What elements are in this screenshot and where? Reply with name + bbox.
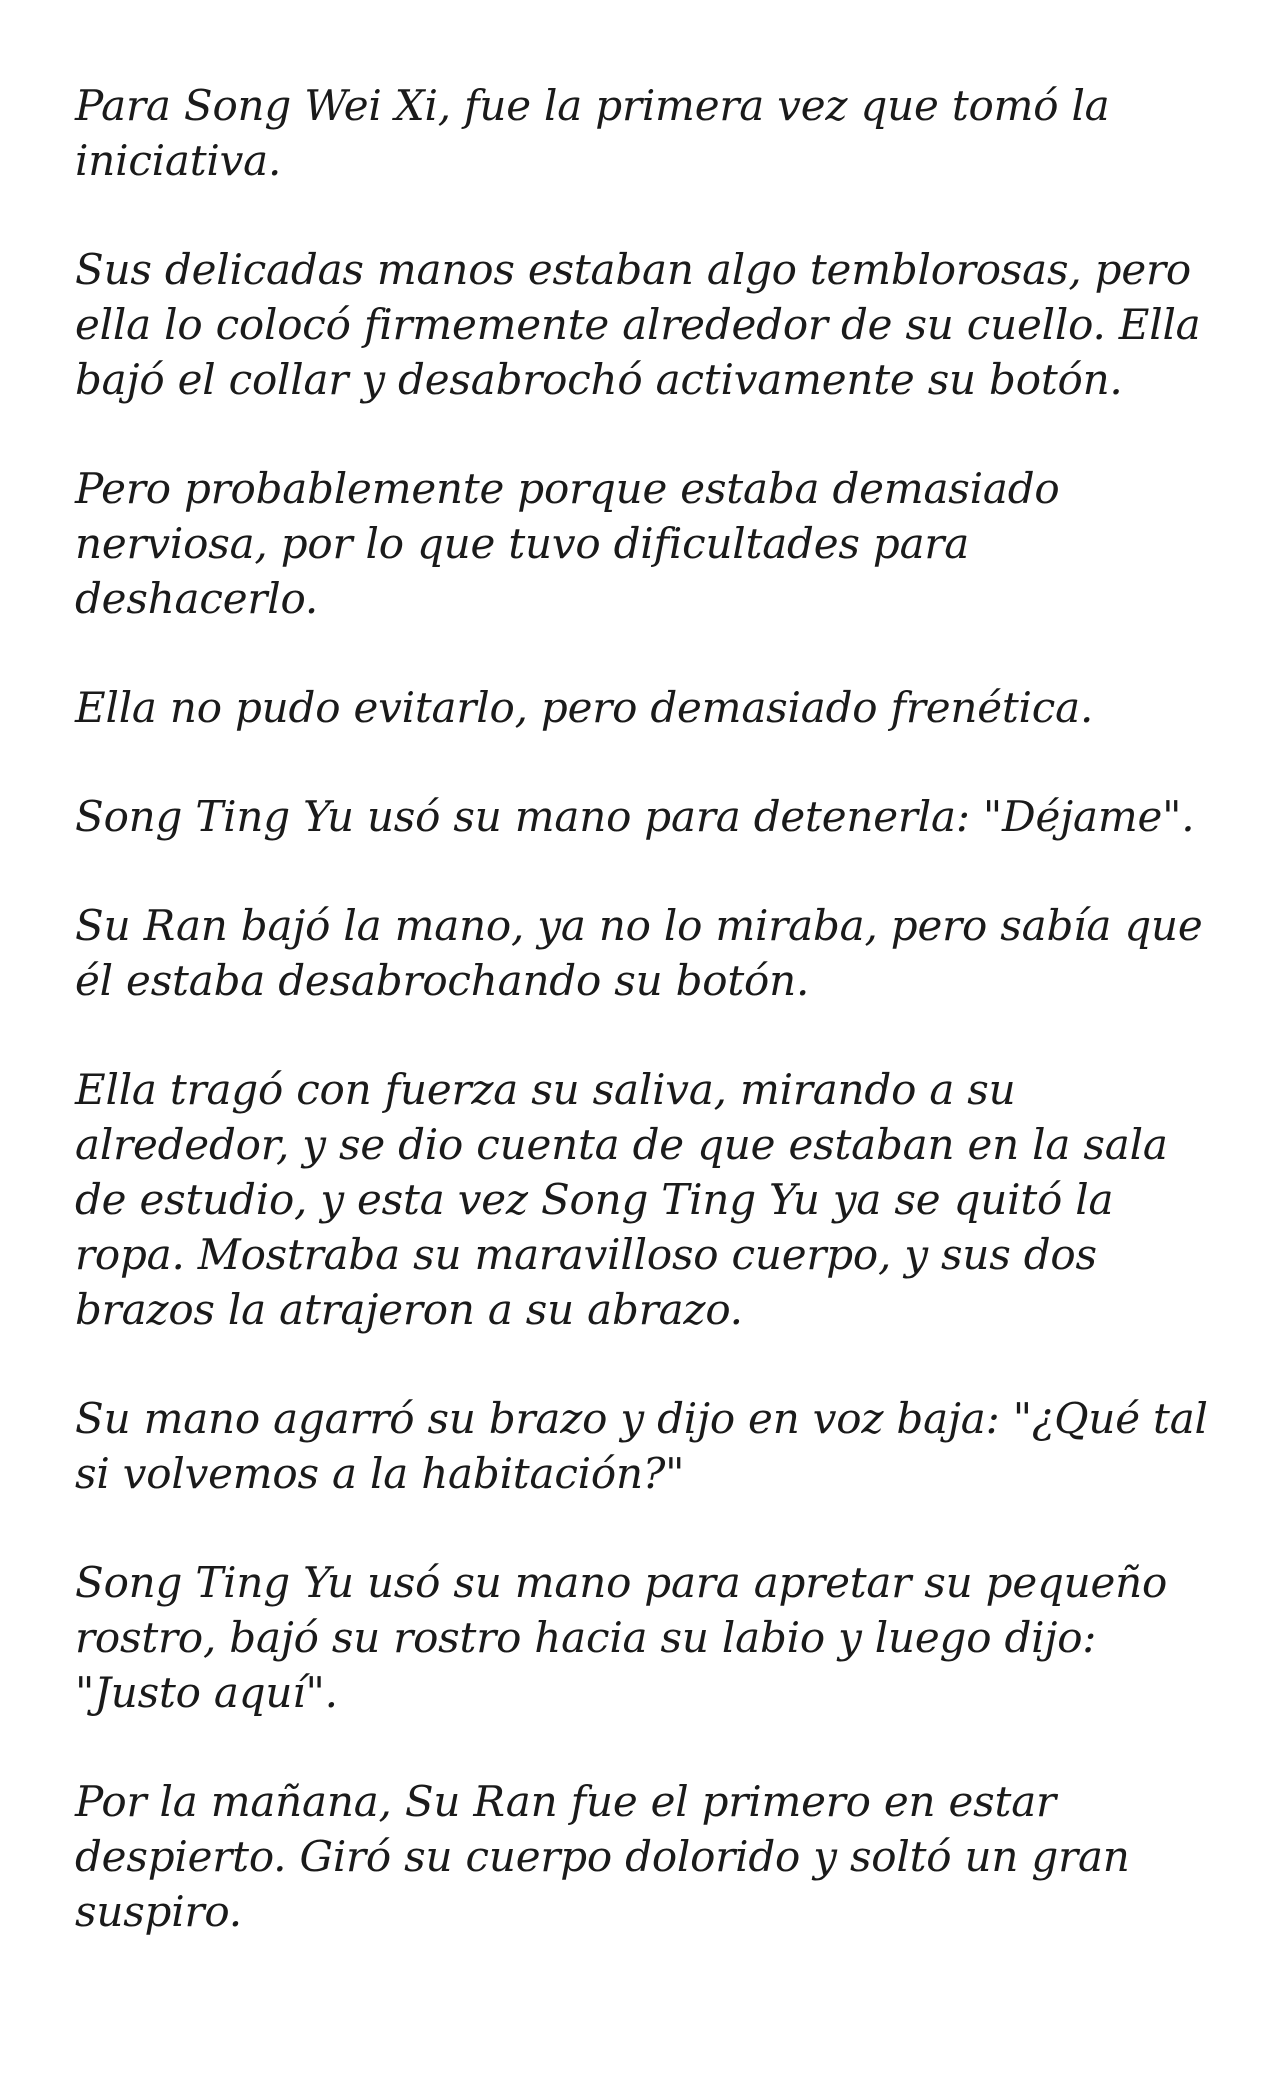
paragraph-5: Song Ting Yu usó su mano para detenerla: "Déjame". [75, 792, 1195, 841]
paragraph-9: Song Ting Yu usó su mano para apretar su pequeño rostro, bajó su rostro hacia su labio y luego dijo: "Justo aquí". [75, 1558, 1168, 1717]
paragraph-3: Pero probablemente porque estaba demasiado nerviosa, por lo que tuvo dificultades para deshacerlo. [75, 464, 1060, 623]
paragraph-2: Sus delicadas manos estaban algo temblorosas, pero ella lo colocó firmemente alrededor de su cuello. Ella bajó el collar y desabrochó activamente su botón. [75, 245, 1201, 404]
paragraph-4: Ella no pudo evitarlo, pero demasiado frenética. [75, 683, 1094, 732]
paragraph-8: Su mano agarró su brazo y dijo en voz baja: "¿Qué tal si volvemos a la habitación?" [75, 1394, 1208, 1498]
paragraph-10: Por la mañana, Su Ran fue el primero en estar despierto. Giró su cuerpo dolorido y soltó un gran suspiro. [75, 1777, 1130, 1936]
paragraph-6: Su Ran bajó la mano, ya no lo miraba, pero sabía que él estaba desabrochando su botón. [75, 901, 1203, 1005]
paragraph-7: Ella tragó con fuerza su saliva, mirando a su alrededor, y se dio cuenta de que estaban en la sala de estudio, y esta vez Song Ting Yu ya se quitó la ropa. Mostraba su maravilloso cuerpo, y sus dos brazos la atrajeron a su abrazo. [75, 1065, 1168, 1334]
paragraph-1: Para Song Wei Xi, fue la primera vez que tomó la iniciativa. [75, 81, 1110, 185]
